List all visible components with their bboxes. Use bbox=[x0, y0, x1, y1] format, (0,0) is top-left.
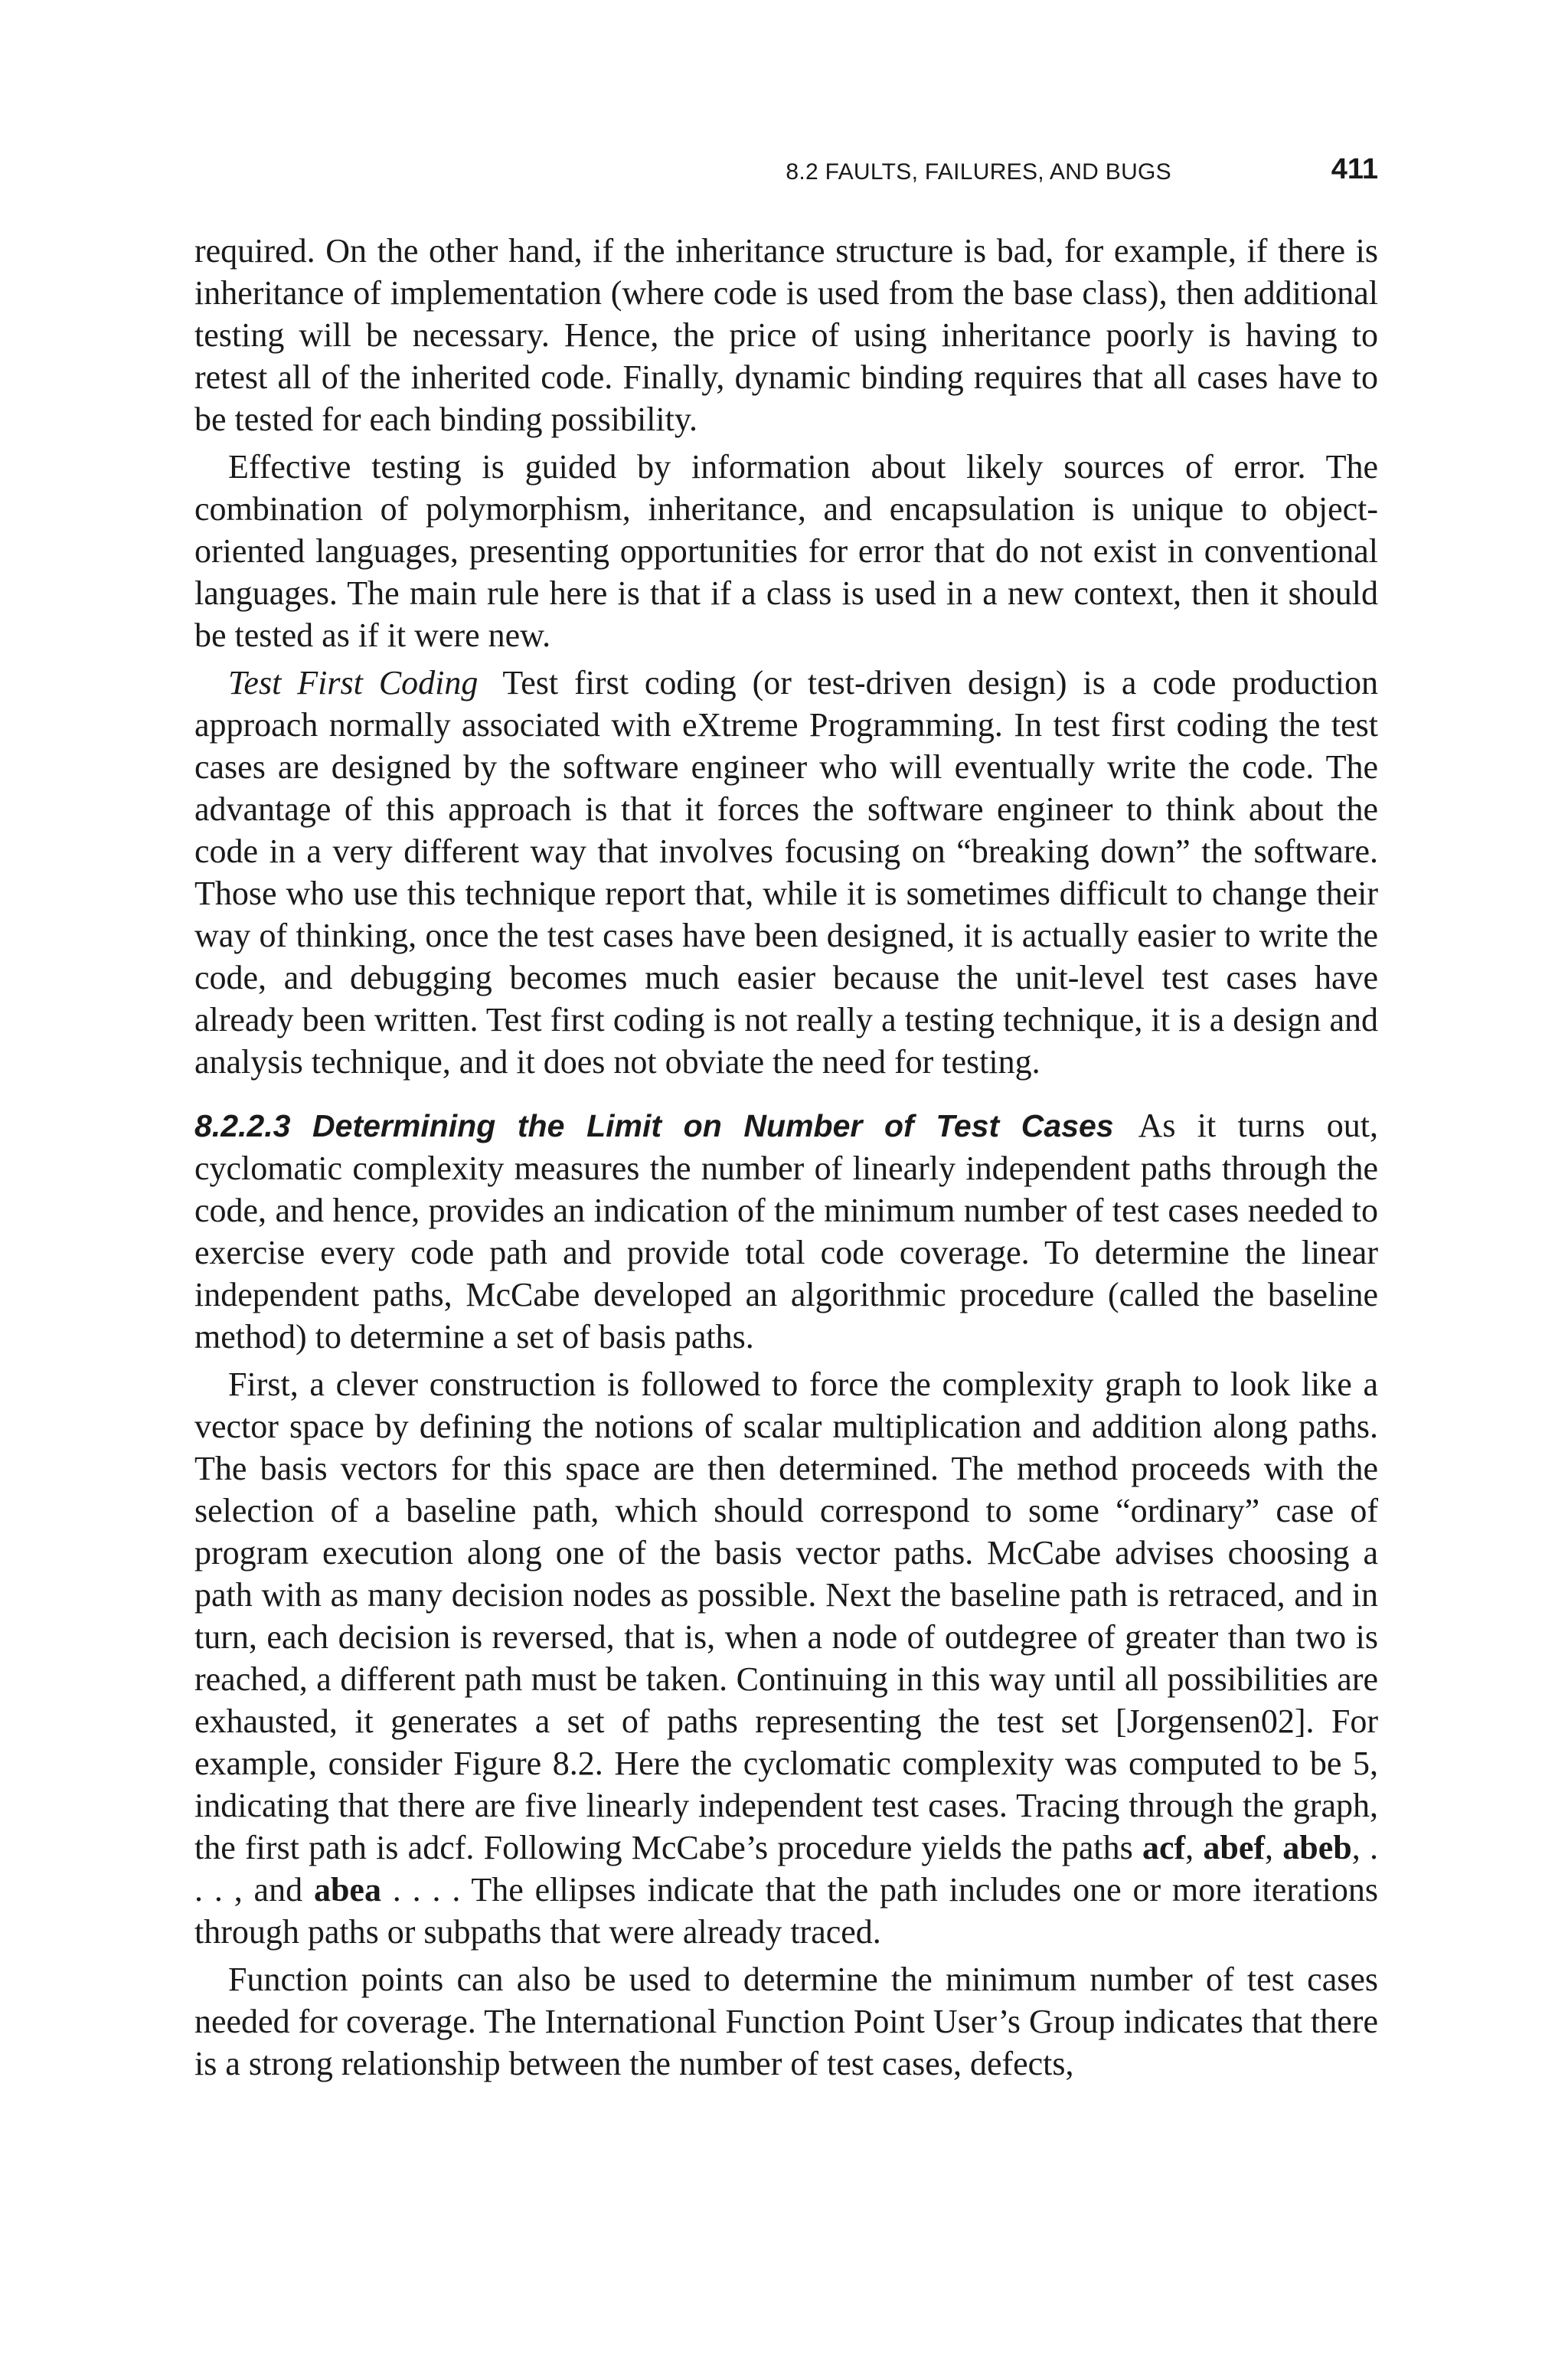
path-abea: abea bbox=[313, 1871, 381, 1908]
paragraph-3 bbox=[194, 662, 1378, 1083]
body-text bbox=[194, 230, 1378, 2085]
section-heading: 8.2.2.3 Determining the Limit on Number of Test Cases bbox=[194, 1108, 1114, 1143]
running-head: 8.2 FAULTS, FAILURES, AND BUGS bbox=[786, 159, 1171, 185]
path-abef: abef bbox=[1203, 1829, 1266, 1866]
run-in-heading-test-first-coding: Test First Coding bbox=[228, 664, 479, 702]
paragraph-5-text-b: . . . . The ellipses indicate that the path includes one or more iterations through paths or subpaths that were already traced. bbox=[194, 1871, 1378, 1951]
path-separator-3: , . . . , and bbox=[194, 1829, 1378, 1908]
page-number: 411 bbox=[1331, 153, 1378, 185]
page-header bbox=[194, 153, 1378, 199]
path-abeb: abeb bbox=[1282, 1829, 1352, 1866]
paragraph-5 bbox=[194, 1363, 1378, 1953]
path-separator-2: , bbox=[1265, 1829, 1283, 1866]
path-separator-1: , bbox=[1185, 1829, 1204, 1866]
paragraph-2: Effective testing is guided by information about likely sources of error. The combination of polymorphism, inheritance, and encapsulation is unique to object-oriented languages, presenting opportunities for error that do not exist in conventional languages. The main rule here is that if a class is used in a new context, then it should be tested as if it were new. bbox=[194, 448, 1378, 654]
section-8-2-2-3 bbox=[194, 1104, 1378, 1358]
paragraph-4-text: As it turns out, cyclomatic complexity measures the number of linearly independent paths through the code, and hence, provides an indication of the minimum number of test cases needed to exercise every code path and provide total code coverage. To determine the linear independent paths, McCabe developed an algorithmic procedure (called the baseline method) to determine a set of basis paths. bbox=[194, 1107, 1378, 1356]
path-acf: acf bbox=[1142, 1829, 1186, 1866]
paragraph-6: Function points can also be used to determine the minimum number of test cases needed for coverage. The International Function Point User’s Group indicates that there is a strong relationship between the number of test cases, defects, bbox=[194, 1961, 1378, 2082]
paragraph-1: required. On the other hand, if the inheritance structure is bad, for example, if there is inheritance of implementation (where code is used from the base class), then additional testing will be necessary. Hence, the price of using inheritance poorly is having to retest all of the inherited code. Finally, dynamic binding requires that all cases have to be tested for each binding possibility. bbox=[194, 232, 1378, 438]
paragraph-5-text-a: First, a clever construction is followed to force the complexity graph to look like a vector space by defining the notions of scalar multiplication and addition along paths. The basis vectors for this space are then determined. The method proceeds with the selection of a baseline path, which should correspond to some “ordinary” case of program execution along one of the basis vector paths. McCabe advises choosing a path with as many decision nodes as possible. Next the baseline path is retraced, and in turn, each decision is reversed, that is, when a node of outdegree of greater than two is reached, a different path must be taken. Continuing in this way until all possibilities are exhausted, it generates a set of paths representing the test set [Jorgensen02]. For example, consider Figure 8.2. Here the cyclomatic complexity was computed to be 5, indicating that there are five linearly independent test cases. Tracing through the graph, the first path is adcf. Following McCabe’s procedure yields the paths bbox=[194, 1366, 1378, 1866]
paragraph-3-text: Test first coding (or test-driven design) is a code production approach normally associated with eXtreme Programming. In test first coding the test cases are designed by the software engineer who will eventually write the code. The advantage of this approach is that it forces the software engineer to think about the code in a very different way that involves focusing on “breaking down” the software. Those who use this technique report that, while it is sometimes difficult to change their way of thinking, once the test cases have been designed, it is actually easier to write the code, and debugging becomes much easier because the unit-level test cases have already been written. Test first coding is not really a testing technique, it is a design and analysis technique, and it does not obviate the need for testing. bbox=[194, 664, 1379, 1081]
